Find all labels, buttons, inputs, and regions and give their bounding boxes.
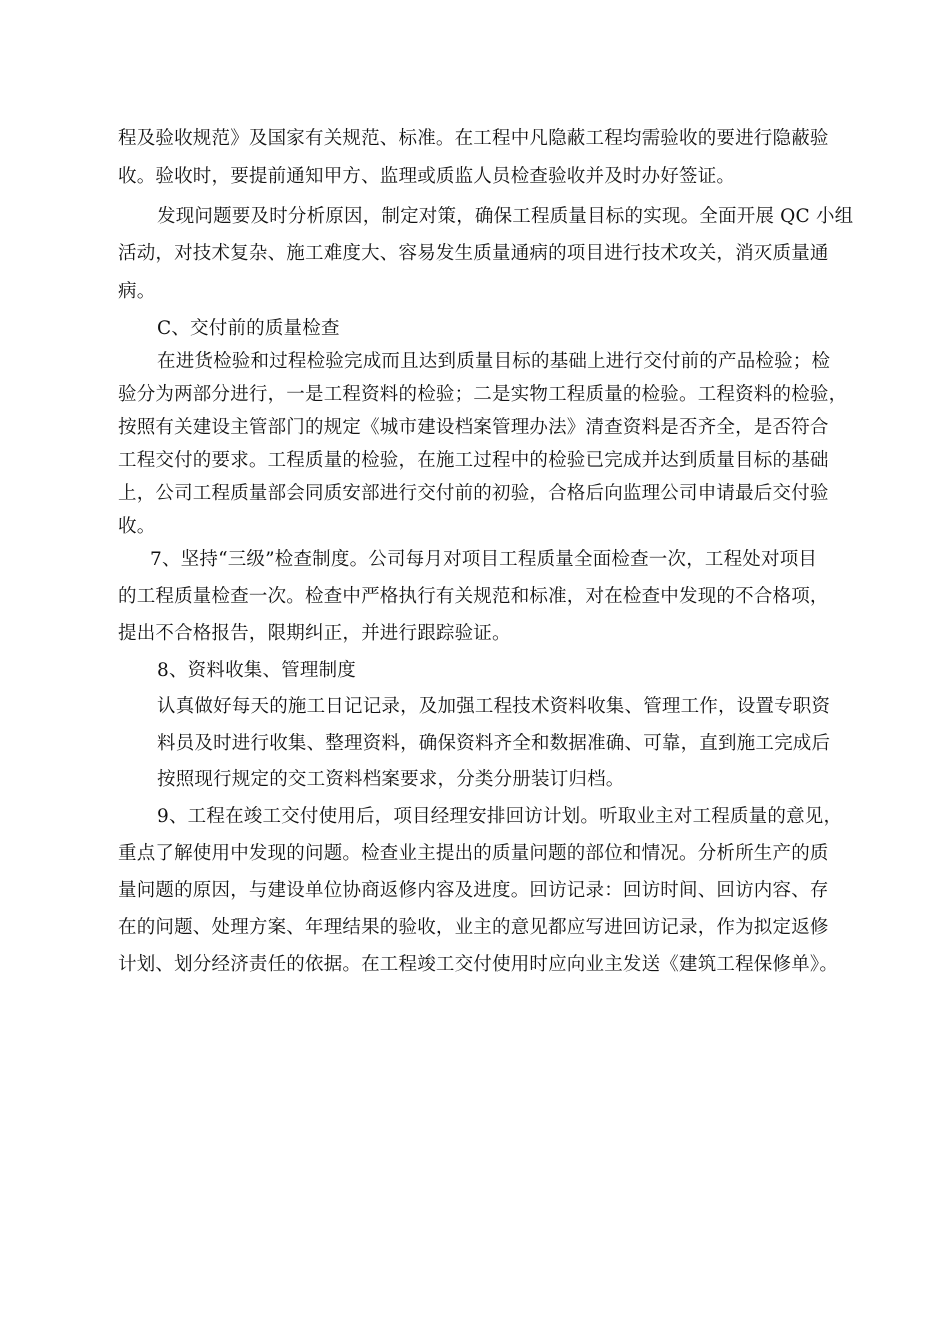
text-line: 的工程质量检查一次。检查中严格执行有关规范和标准，对在检查中发现的不合格项， [118, 586, 829, 607]
text-line: 7、坚持“三级”检查制度。公司每月对项目工程质量全面检查一次，工程处对项目 [150, 549, 818, 570]
text-line: 按照现行规定的交工资料档案要求，分类分册装订归档。 [157, 769, 625, 790]
text-line: 认真做好每天的施工日记记录，及加强工程技术资料收集、管理工作，设置专职资 [157, 696, 831, 717]
text-line: 收。验收时，要提前通知甲方、监理或质监人员检查验收并及时办好签证。 [118, 166, 736, 187]
text-line: 工程交付的要求。工程质量的检验，在施工过程中的检验已完成并达到质量目标的基础 [118, 450, 829, 471]
text-line: 上，公司工程质量部会同质安部进行交付前的初验，合格后向监理公司申请最后交付验 [118, 483, 829, 504]
section-heading: 8、资料收集、管理制度 [157, 660, 356, 681]
text-line: 收。 [118, 516, 156, 537]
text-line: 程及验收规范》及国家有关规范、标准。在工程中凡隐蔽工程均需验收的要进行隐蔽验 [118, 128, 829, 149]
text-line: 量问题的原因，与建设单位协商返修内容及进度。回访记录：回访时间、回访内容、存 [118, 880, 829, 901]
text-line: 在进货检验和过程检验完成而且达到质量目标的基础上进行交付前的产品检验；检 [157, 351, 831, 372]
text-line: 重点了解使用中发现的问题。检查业主提出的质量问题的部位和情况。分析所生产的质 [118, 843, 829, 864]
text-line: 料员及时进行收集、整理资料，确保资料齐全和数据准确、可靠，直到施工完成后 [157, 733, 831, 754]
text-line: 活动，对技术复杂、施工难度大、容易发生质量通病的项目进行技术攻关，消灭质量通 [118, 243, 829, 264]
section-heading: C、交付前的质量检查 [157, 318, 340, 339]
text-line: 9、工程在竣工交付使用后，项目经理安排回访计划。听取业主对工程质量的意见， [157, 806, 843, 827]
text-line: 病。 [118, 281, 156, 302]
text-line: 发现问题要及时分析原因，制定对策，确保工程质量目标的实现。全面开展 QC 小组 [157, 206, 854, 227]
text-line: 计划、划分经济责任的依据。在工程竣工交付使用时应向业主发送《建筑工程保修单》。 [118, 954, 839, 975]
text-line: 在的问题、处理方案、年理结果的验收，业主的意见都应写进回访记录，作为拟定返修 [118, 917, 829, 938]
text-line: 验分为两部分进行，一是工程资料的检验；二是实物工程质量的检验。工程资料的检验， [118, 384, 848, 405]
text-line: 按照有关建设主管部门的规定《城市建设档案管理办法》清查资料是否齐全，是否符合 [118, 417, 829, 438]
text-line: 提出不合格报告，限期纠正，并进行跟踪验证。 [118, 623, 511, 644]
